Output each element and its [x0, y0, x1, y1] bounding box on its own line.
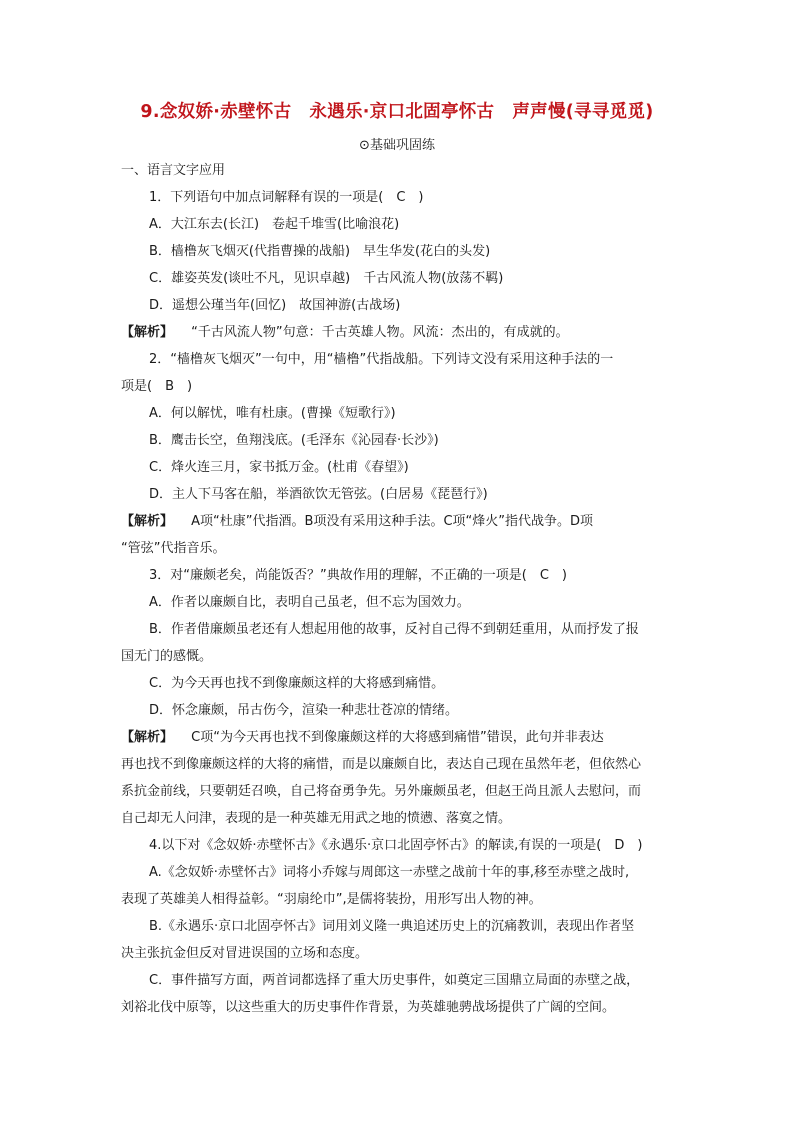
analysis-3: [121, 730, 604, 746]
analysis-1: [121, 325, 569, 341]
option-1a: A．大江东去(长江) 卷起千堆雪(比喻浪花): [149, 217, 400, 232]
title-part-2: 永遇乐·京口北固亭怀古: [309, 102, 495, 122]
option-3b: B．作者借廉颇虽老还有人想起用他的故事，反衬自己得不到朝廷重用，从而抒发了报: [149, 622, 639, 637]
analysis-2: [121, 514, 593, 530]
question-3: 3．对“廉颇老矣，尚能饭否？”典故作用的理解，不正确的一项是( C ): [149, 568, 567, 583]
option-1b: B．樯橹灰飞烟灭(代指曹操的战船) 早生华发(花白的头发): [149, 244, 491, 259]
option-4c: C．事件描写方面，两首词都选择了重大历史事件，如奠定三国鼎立局面的赤壁之战，: [149, 973, 640, 988]
question-2-cont: 项是( B ): [121, 379, 193, 394]
title-part-3: 声声慢(寻寻觅觅): [512, 102, 654, 122]
section-subheading: ⊙基础巩固练: [359, 138, 435, 153]
option-4b-cont: 决主张抗金但反对冒进误国的立场和态度。: [121, 946, 369, 961]
option-3c: C．为今天再也找不到像廉颇这样的大将感到痛惜。: [149, 676, 445, 691]
option-4c-cont: 刘裕北伐中原等，以这些重大的历史事件作背景，为英雄驰骋战场提供了广阔的空间。: [121, 1000, 616, 1015]
option-2b: B．鹰击长空，鱼翔浅底。(毛泽东《沁园春·长沙》): [149, 433, 439, 448]
analysis-label: 【解析】: [121, 514, 174, 529]
option-3d: D．怀念廉颇，吊古伤今，渲染一种悲壮苍凉的情绪。: [149, 703, 459, 718]
option-2d: D．主人下马客在船，举酒欲饮无管弦。(白居易《琵琶行》): [149, 487, 488, 502]
analysis-3-line-2: 再也找不到像廉颇这样的大将的痛惜，而是以廉颇自比，表达自己现在虽然年老，但依然心: [121, 757, 642, 772]
question-1: 1．下列语句中加点词解释有误的一项是( C ): [149, 190, 424, 205]
analysis-text: C项“为今天再也找不到像廉颇这样的大将感到痛惜”错误，此句并非表达: [191, 730, 604, 745]
section-heading: 一、语言文字应用: [121, 163, 226, 178]
option-4a: A.《念奴娇·赤壁怀古》词将小乔嫁与周郎这一赤壁之战前十年的事,移至赤壁之战时,: [149, 865, 630, 880]
analysis-text: A项“杜康”代指酒。B项没有采用这种手法。C项“烽火”指代战争。D项: [191, 514, 593, 529]
option-3a: A．作者以廉颇自比，表明自己虽老，但不忘为国效力。: [149, 595, 470, 610]
option-1d: D．遥想公瑾当年(回忆) 故国神游(古战场): [149, 298, 401, 313]
option-2a: A．何以解忧，唯有杜康。(曹操《短歌行》): [149, 406, 396, 421]
analysis-3-line-4: 自己却无人问津，表现的是一种英雄无用武之地的愤懑、落寞之情。: [121, 811, 512, 826]
option-4a-cont: 表现了英雄美人相得益彰。“羽扇纶巾”,是儒将装扮，用形写出人物的神。: [121, 892, 542, 907]
option-2c: C．烽火连三月，家书抵万金。(杜甫《春望》): [149, 460, 409, 475]
option-3b-cont: 国无门的感慨。: [121, 649, 213, 664]
analysis-2-cont: “管弦”代指音乐。: [121, 541, 226, 556]
analysis-label: 【解析】: [121, 730, 174, 745]
question-4: 4.以下对《念奴娇·赤壁怀古》《永遇乐·京口北固亭怀古》的解读,有误的一项是( D ): [149, 838, 643, 853]
question-2: 2．“樯橹灰飞烟灭”一句中，用“樯橹”代指战船。下列诗文没有采用这种手法的一: [149, 352, 614, 367]
analysis-text: “千古风流人物”句意：千古英雄人物。风流：杰出的，有成就的。: [191, 325, 569, 340]
analysis-label: 【解析】: [121, 325, 174, 340]
title-part-1: 9.念奴娇·赤壁怀古: [140, 102, 292, 122]
option-4b: B.《永遇乐·京口北固亭怀古》词用刘义隆一典追述历史上的沉痛教训，表现出作者坚: [149, 919, 635, 934]
option-1c: C．雄姿英发(谈吐不凡，见识卓越) 千古风流人物(放荡不羁): [149, 271, 504, 286]
analysis-3-line-3: 系抗金前线，只要朝廷召唤，自己将奋勇争先。另外廉颇虽老，但赵王尚且派人去慰问，而: [121, 784, 642, 799]
page-title: [0, 98, 794, 123]
